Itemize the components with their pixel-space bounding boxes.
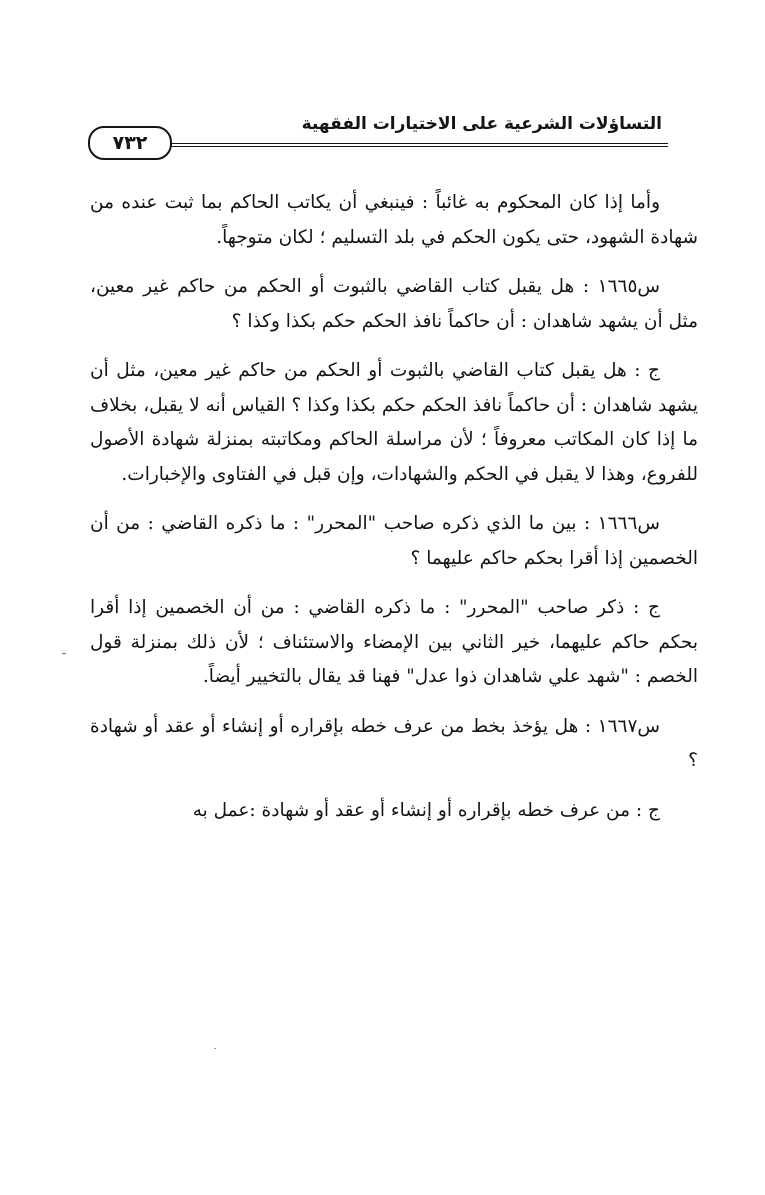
question-paragraph: س١٦٦٥ : هل يقبل كتاب القاضي بالثبوت أو الحكم من حاكم غير معين، مثل أن يشهد شاهدان : أن حاكماً نافذ الحكم حكم بكذا وكذا ؟: [90, 276, 698, 332]
footer-mark: [214, 1048, 216, 1049]
question-paragraph: س١٦٦٧ : هل يؤخذ بخط من عرف خطه بإقراره أو إنشاء أو عقد أو شهادة ؟: [90, 715, 698, 771]
page-header: [88, 106, 668, 156]
page-body: [90, 186, 698, 843]
book-title: التساؤلات الشرعية على الاختيارات الفقهية: [301, 114, 662, 134]
paragraph: وأما إذا كان المحكوم به غائباً : فينبغي أن يكاتب الحاكم بما ثبت عنده من شهادة الشهود، حتى يكون الحكم في بلد التسليم ؛ لكان متوجهاً.: [90, 192, 698, 248]
answer-paragraph: ج : من عرف خطه بإقراره أو إنشاء أو عقد أو شهادة :عمل به: [192, 799, 660, 821]
header-rule: [168, 143, 668, 147]
answer-paragraph: ج : ذكر صاحب "المحرر" : ما ذكره القاضي : من أن الخصمين إذا أقرا بحكم حاكم عليهما، خير الثاني بين الإمضاء والاستئناف ؛ لأن ذلك بمنزلة قول الخصم : "شهد علي شاهدان ذوا عدل" فهنا قد يقال بالتخيير أيضاً.: [90, 597, 698, 687]
question-paragraph: س١٦٦٦ : بين ما الذي ذكره صاحب "المحرر" : ما ذكره القاضي : من أن الخصمين إذا أقرا بحكم حاكم عليهما ؟: [90, 513, 698, 569]
answer-paragraph: ج : هل يقبل كتاب القاضي بالثبوت أو الحكم من حاكم غير معين، مثل أن يشهد شاهدان : أن حاكماً نافذ الحكم حكم بكذا وكذا ؟ القياس أنه لا يقبل، بخلاف ما إذا كان المكاتب معروفاً ؛ لأن مراسلة الحاكم ومكاتبته بمنزلة شهادة الأصول للفروع، وهذا لا يقبل في الحكم والشهادات، وإن قبل في الفتاوى والإخبارات.: [90, 360, 698, 485]
page-number: ٧٣٢: [88, 126, 172, 160]
margin-mark: [62, 653, 66, 654]
